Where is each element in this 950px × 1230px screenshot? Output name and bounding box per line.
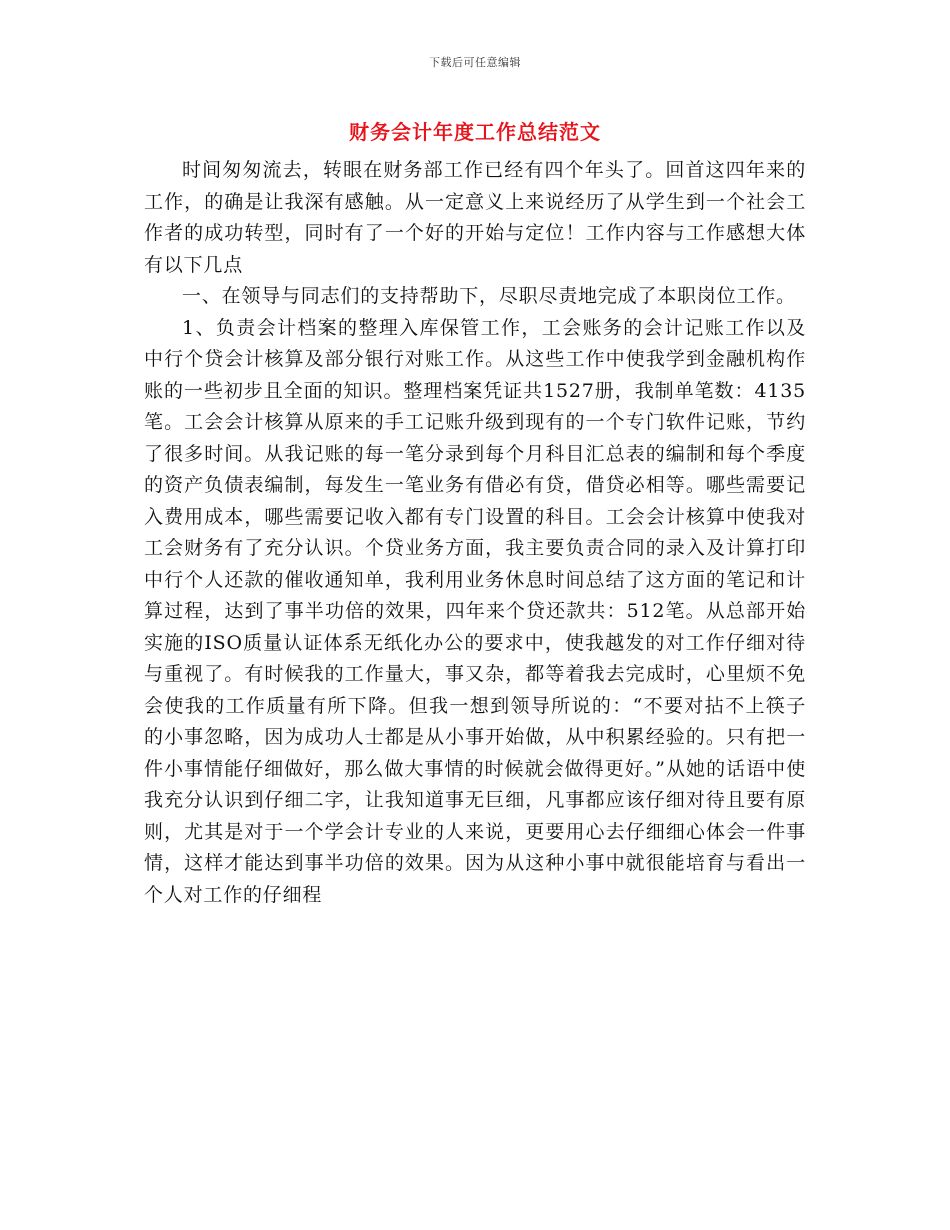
paragraph-intro: 时间匆匆流去，转眼在财务部工作已经有四个年头了。回首这四年来的工作，的确是让我深有感触。从一定意义上来说经历了从学生到一个社会工作者的成功转型，同时有了一个好的开始与定位！工作内容与工作感想大体有以下几点 <box>144 159 806 276</box>
paragraph-section-one: 一、在领导与同志们的支持帮助下，尽职尽责地完成了本职岗位工作。 <box>182 285 796 307</box>
paragraph-item-one: 1、负责会计档案的整理入库保管工作，工会账务的会计记账工作以及中行个贷会计核算及部分银行对账工作。从这些工作中使我学到金融机构作账的一些初步且全面的知识。整理档案凭证共1527册，我制单笔数：4135笔。工会会计核算从原来的手工记账升级到现有的一个专门软件记账，节约了很多时间。从我记账的每一笔分录到每个月科目汇总表的编制和每个季度的资产负债表编制，每发生一笔业务有借必有贷，借贷必相等。哪些需要记入费用成本，哪些需要记收入都有专门设置的科目。工会会计核算中使我对工会财务有了充分认识。个贷业务方面，我主要负责合同的录入及计算打印中行个人还款的催收通知单，我利用业务休息时间总结了这方面的笔记和计算过程，达到了事半功倍的效果，四年来个贷还款共：512笔。从总部开始实施的ISO质量认证体系无纸化办公的要求中，使我越发的对工作仔细对待与重视了。有时候我的工作量大，事又杂，都等着我去完成时，心里烦不免会使我的工作质量有所下降。但我一想到领导所说的：“不要对拈不上筷子的小事忽略，因为成功人士都是从小事开始做，从中积累经验的。只有把一件小事情能仔细做好，那么做大事情的时候就会做得更好。”从她的话语中使我充分认识到仔细二字，让我知道事无巨细，凡事都应该仔细对待且要有原则，尤其是对于一个学会计专业的人来说，更要用心去仔细细心体会一件事情，这样才能达到事半功倍的效果。因为从这种小事中就很能培育与看出一个人对工作的仔细程 <box>144 316 806 906</box>
header-note: 下载后可任意编辑 <box>429 56 521 69</box>
document-body <box>144 155 806 911</box>
document-title: 财务会计年度工作总结范文 <box>349 120 601 144</box>
